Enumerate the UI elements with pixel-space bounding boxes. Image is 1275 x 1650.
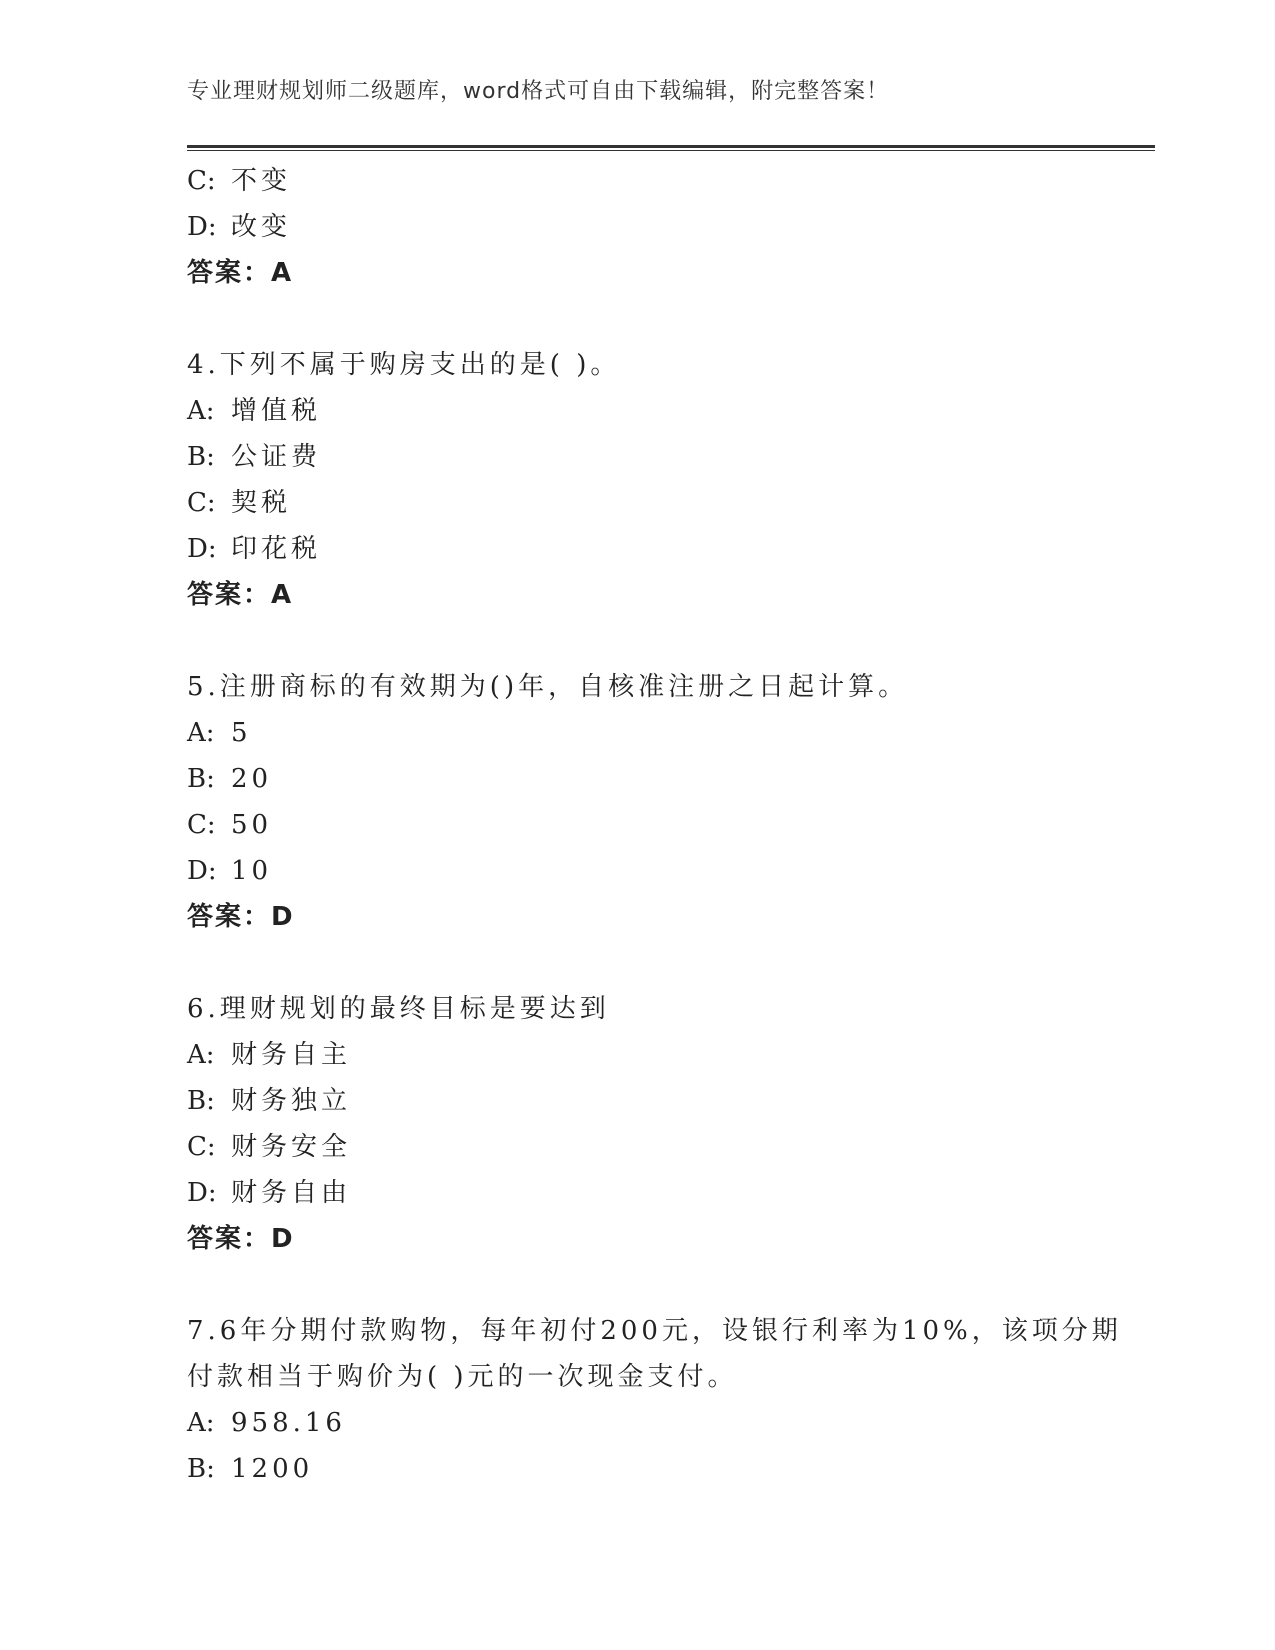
option-b: B: 20 xyxy=(187,764,273,794)
answer-line: 答案：D xyxy=(187,902,295,932)
option-d: D: 10 xyxy=(187,856,273,886)
document-body xyxy=(187,158,1122,1492)
page-header: 专业理财规划师二级题库，word格式可自由下载编辑，附完整答案！ xyxy=(187,79,890,104)
option-d: D: 财务自由 xyxy=(187,1178,352,1208)
option-a: A: 财务自主 xyxy=(187,1040,352,1070)
answer-line: 答案：A xyxy=(187,580,294,610)
question-text-line-2: 付款相当于购价为( )元的一次现金支付。 xyxy=(187,1362,738,1392)
option-b: B: 1200 xyxy=(187,1454,314,1484)
option-b: B: 公证费 xyxy=(187,442,322,472)
option-a: A: 5 xyxy=(187,718,252,748)
option-d: D: 印花税 xyxy=(187,534,322,564)
option-c: C: 50 xyxy=(187,810,273,840)
question-text: 6.理财规划的最终目标是要达到 xyxy=(187,994,610,1024)
question-text: 5.注册商标的有效期为()年，自核准注册之日起计算。 xyxy=(187,672,909,702)
answer-line: 答案：D xyxy=(187,1224,295,1254)
option-a: A: 958.16 xyxy=(187,1408,346,1438)
option-c: C: 契税 xyxy=(187,488,292,518)
header-rule-thick xyxy=(187,145,1155,148)
header-rule-thin xyxy=(187,150,1155,151)
answer-line: 答案：A xyxy=(187,258,294,288)
option-d: D: 改变 xyxy=(187,212,292,242)
question-text: 4.下列不属于购房支出的是( )。 xyxy=(187,350,621,380)
question-text-line-1: 7.6年分期付款购物，每年初付200元，设银行利率为10%，该项分期 xyxy=(187,1316,1122,1346)
option-c: C: 不变 xyxy=(187,166,292,196)
option-a: A: 增值税 xyxy=(187,396,322,426)
option-c: C: 财务安全 xyxy=(187,1132,352,1162)
option-b: B: 财务独立 xyxy=(187,1086,352,1116)
